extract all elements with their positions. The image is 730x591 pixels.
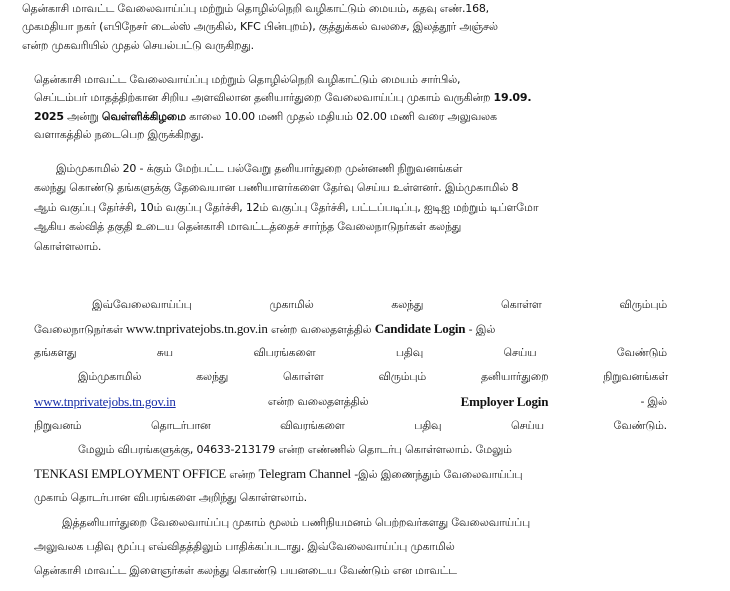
camp-day: வெள்ளிக்கிழமை [101,110,186,123]
para4-line2-prefix: வேலைநாடுநர்கள் [34,323,123,336]
para4-line4-word: தனியார்துறை [480,370,549,383]
para4-line2-mid: என்ற வலைதளத்தில் [270,323,372,336]
para4-line4-word: கலந்து [196,370,229,383]
para2-line1: தென்காசி மாவட்ட வேலைவாய்ப்பு மற்றும் தொழில்நெறி வழிகாட்டும் மையம் சார்பில், [34,73,461,86]
candidate-portal-url: www.tnprivatejobs.tn.gov.in [125,321,268,336]
para4-line6-word: வேண்டும். [613,419,667,432]
para5-line2-rest: -இல் இணைந்தும் வேலைவாய்ப்பு [354,468,523,481]
para5-line3: முகாம் தொடர்பான விபரங்களை அறிந்து கொள்ளலாம். [34,491,307,504]
para4-line1-word: கொள்ள [501,298,542,311]
para4-line3-word: வேண்டும் [616,346,667,359]
para4-line4-word: இம்முகாமில் [78,370,142,383]
para4-line2 [34,322,495,337]
para6-line2: அலுவலக பதிவு மூப்பு எவ்விதத்திலும் பாதிக்கப்படாது. இவ்வேலைவாய்ப்பு முகாமில் [34,540,455,553]
para6-line3: தென்காசி மாவட்ட இளைஞர்கள் கலந்து கொண்டு பயனடைய வேண்டும் என மாவட்ட [34,564,457,577]
para1-line2: முகமதியா நகர் (எபிநேசர் டைல்ஸ் அருகில், KFC பின்புறம்), குத்துக்கல் வலசை, இலத்தூர் அஞ்சல் [22,20,498,33]
para6-line1: இத்தனியார்துறை வேலைவாய்ப்பு முகாம் மூலம் பணிநியமனம் பெற்றவர்களது வேலைவாய்ப்பு [62,516,531,529]
para4-line3-word: தங்களது [34,346,77,359]
para4-line4-word: கொள்ள [283,370,324,383]
camp-date: 19.09. [493,91,532,104]
para5-line2 [34,467,522,482]
para4-line2-suffix: - இல் [468,323,496,336]
para2-line3-mid: அன்று [67,110,99,123]
para4-line4-word: நிறுவனங்கள் [603,370,668,383]
para4-line1-word: விரும்பும் [619,298,667,311]
para3-line4: ஆகிய கல்வித் தகுதி உடைய தென்காசி மாவட்டத்தைச் சார்ந்த வேலைநாடுநர்கள் கலந்து [34,220,462,233]
para2-line4: வளாகத்தில் நடைபெற இருக்கிறது. [34,128,204,141]
para4-line1 [92,298,667,312]
employer-login-text: Employer Login [460,394,549,409]
para4-line1-word: கலந்து [391,298,424,311]
para4-line6 [34,419,667,433]
para4-line6-word: நிறுவனம் [34,419,82,432]
para4-line5-mid: என்ற வலைதளத்தில் [267,395,369,408]
para3-line2: கலந்து கொண்டு தங்களுக்கு தேவையான பணியாளர்களை தேர்வு செய்ய உள்ளனர். இம்முகாமில் 8 [34,181,519,194]
office-name: TENKASI EMPLOYMENT OFFICE [34,466,226,481]
para2-line3-rest: காலை 10.00 மணி முதல் மதியம் 02.00 மணி வரை அலுவலக [189,110,497,123]
para4-line1-word: முகாமில் [269,298,314,311]
para4-line1-word: இவ்வேலைவாய்ப்பு [92,298,192,311]
para4-line3-word: செய்ய [503,346,537,359]
para2-line2 [34,91,531,105]
para4-line3 [34,346,667,360]
para1-line3: என்ற முகவரியில் முதல் செயல்பட்டு வருகிறது. [22,39,254,52]
para4-line6-word: பதிவு [414,419,442,432]
para2-line3 [34,110,497,124]
telegram-channel-text: Telegram Channel [258,466,351,481]
para4-line6-word: செய்ய [510,419,544,432]
para4-line6-word: விவரங்களை [280,419,345,432]
para5-line1: மேலும் விபரங்களுக்கு, 04633-213179 என்ற எண்ணில் தொடர்பு கொள்ளலாம். மேலும் [78,443,512,456]
para4-line5-suffix: - இல் [640,395,667,408]
employer-portal-link[interactable]: www.tnprivatejobs.tn.gov.in [34,394,176,409]
para4-line6-word: தொடர்பான [150,419,211,432]
para3-line5: கொள்ளலாம். [34,240,102,253]
para4-line4-word: விரும்பும் [378,370,427,383]
candidate-login-text: Candidate Login [374,321,466,336]
para4-line3-word: சுய [156,346,173,359]
para4-line5 [34,395,667,409]
para1-line1: தென்காசி மாவட்ட வேலைவாய்ப்பு மற்றும் தொழில்நெறி வழிகாட்டும் மையம், கதவு எண்.168, [22,2,489,15]
para4-line3-word: பதிவு [395,346,424,359]
para3-line1: இம்முகாமில் 20 - க்கும் மேற்பட்ட பல்வேறு தனியார்துறை முன்னணி நிறுவனங்கள் [56,162,463,175]
para5-line2-mid: என்ற [229,468,256,481]
para4-line4 [78,370,668,384]
para3-line3: ஆம் வகுப்பு தேர்ச்சி, 10ம் வகுப்பு தேர்ச்சி, 12ம் வகுப்பு தேர்ச்சி, பட்டப்படிப்பு, ஐடிஐ மற்றும் டிப்ளமோ [34,201,539,214]
para4-line3-word: விபரங்களை [253,346,316,359]
para2-line2-prefix: செப்டம்பர் மாதத்திற்கான சிறிய அளவிலான தனியார்துறை வேலைவாய்ப்பு முகாம் வருகின்ற [34,91,491,104]
camp-year: 2025 [34,110,64,123]
